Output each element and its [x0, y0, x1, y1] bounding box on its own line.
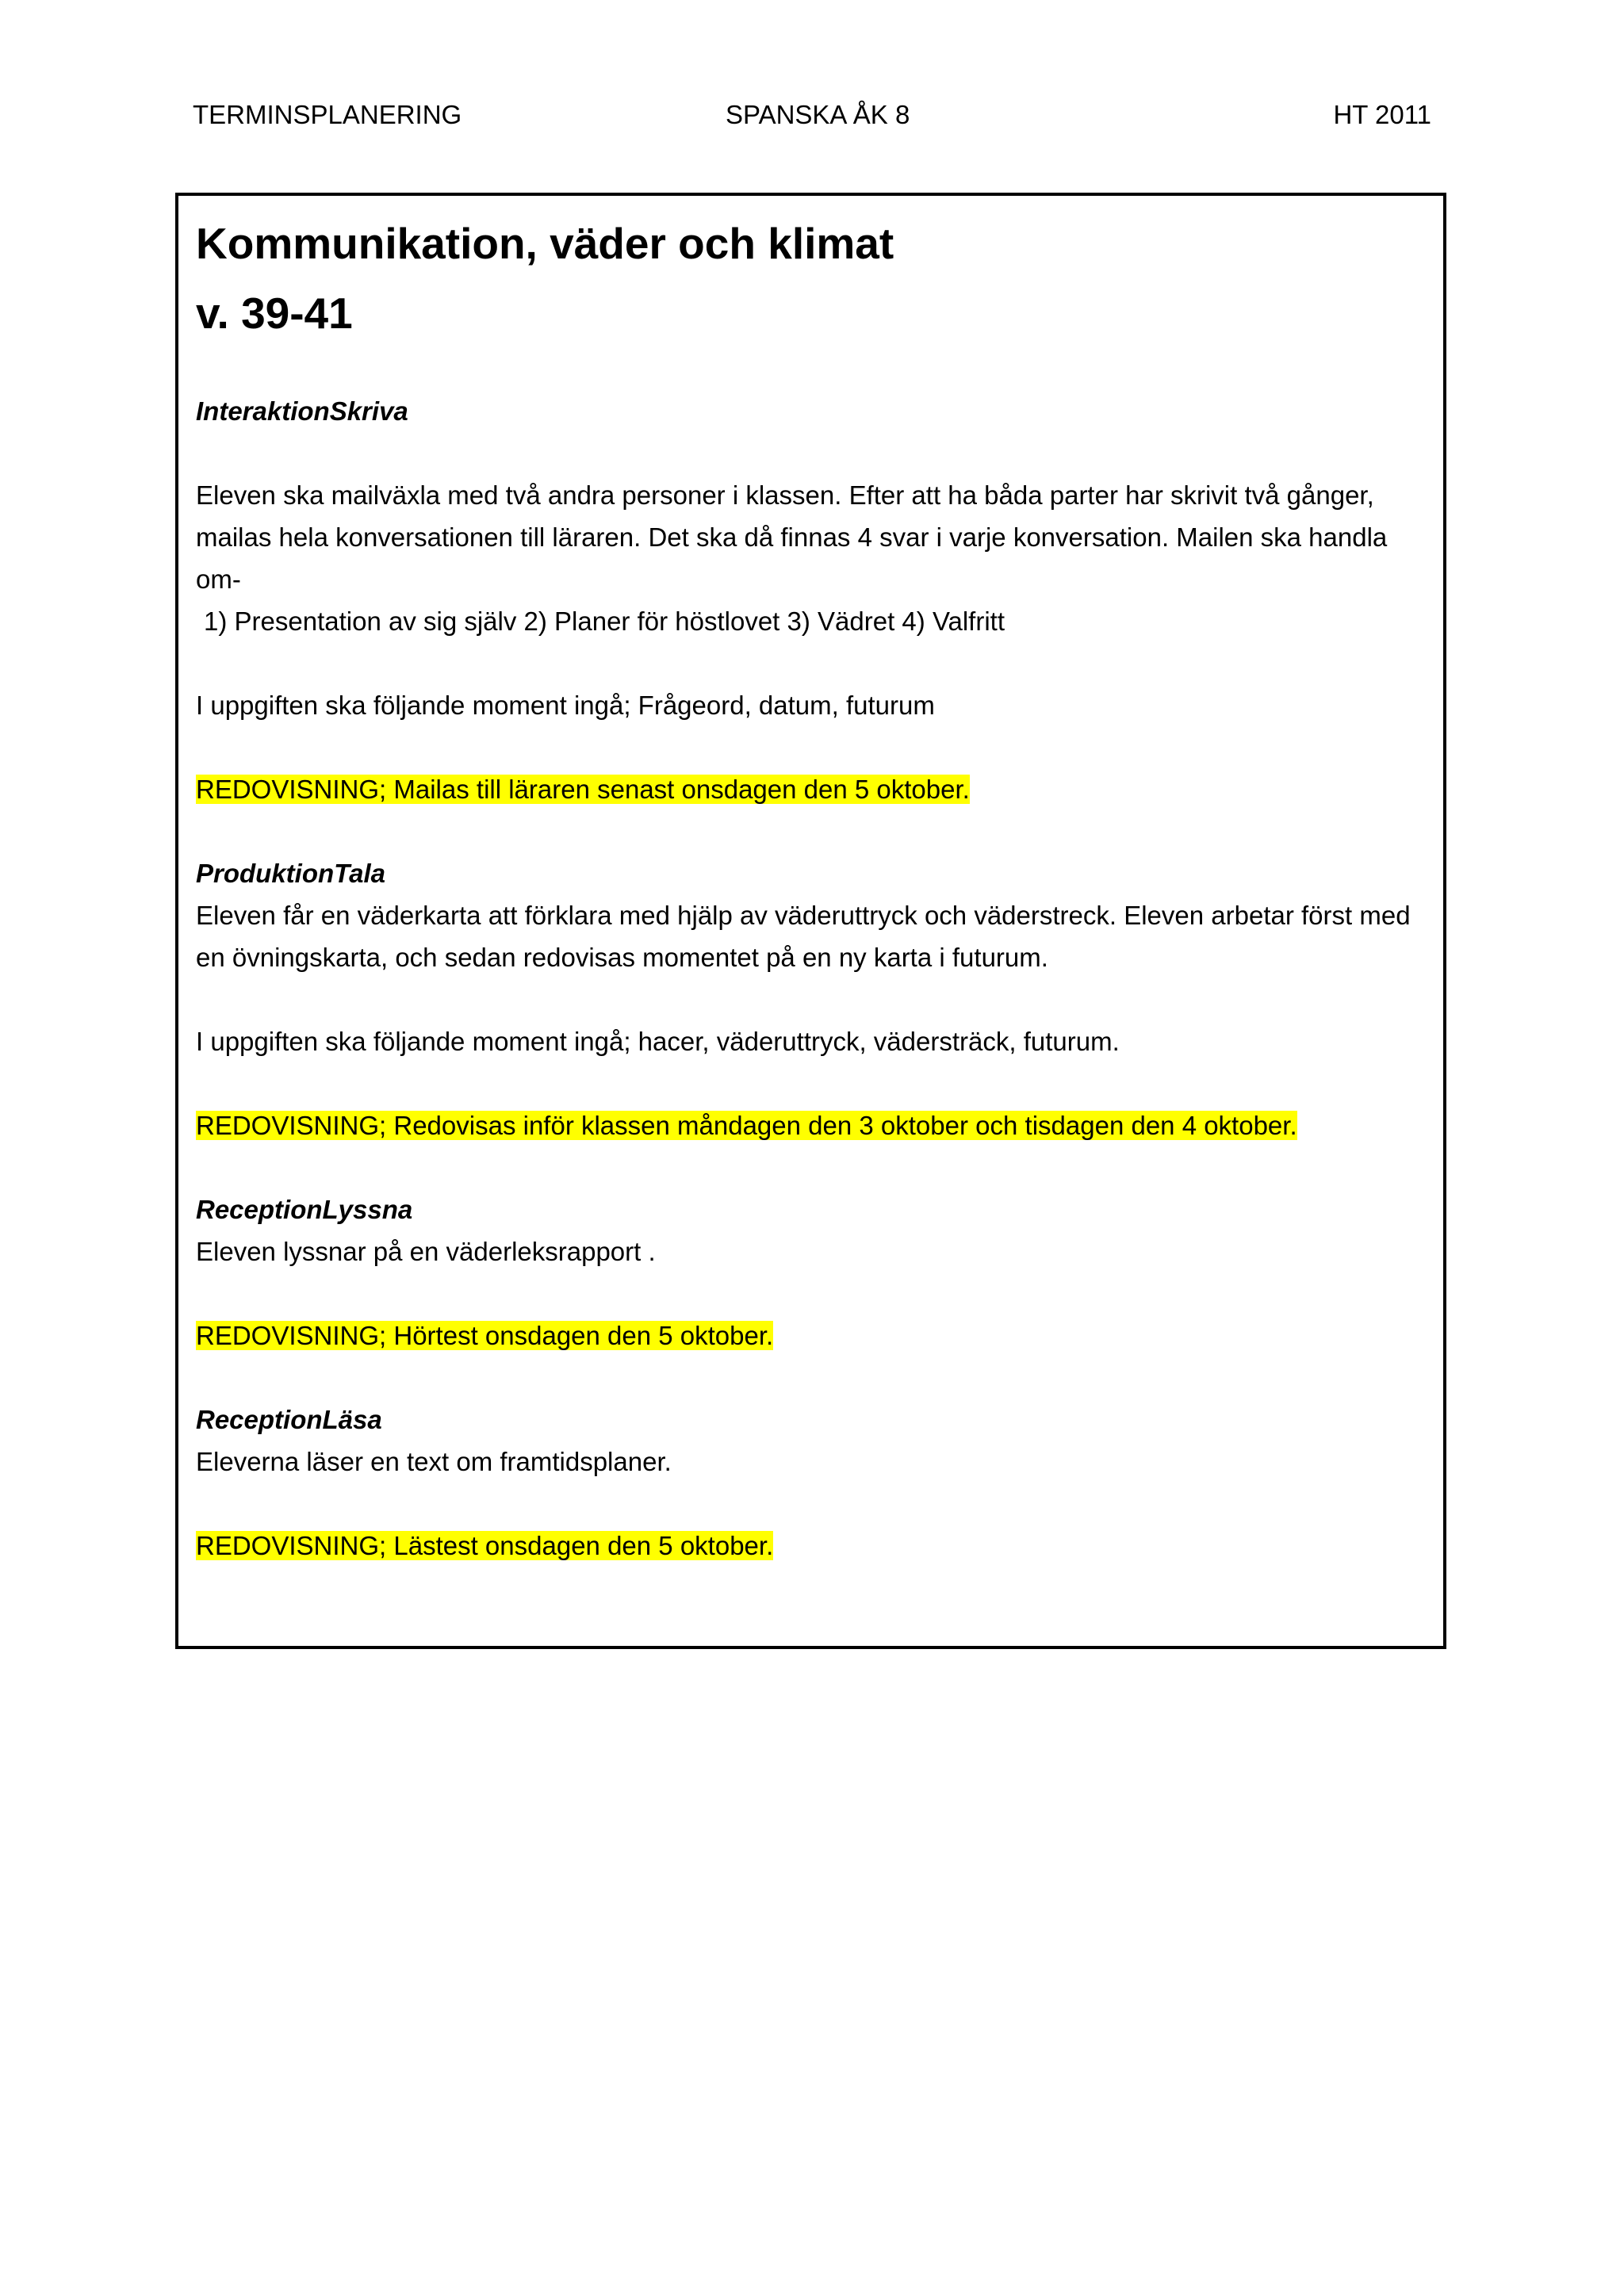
section-body: Eleverna läser en text om framtidsplaner. — [196, 1447, 672, 1476]
spacer — [196, 432, 1433, 474]
section-reception-lasa — [196, 1399, 1433, 1567]
redovisning-highlight: REDOVISNING; Mailas till läraren senast onsdagen den 5 oktober. — [196, 775, 970, 804]
spacer — [196, 726, 1433, 768]
title-line-2: v. 39-41 — [196, 289, 353, 338]
header-right-text: HT 2011 — [1333, 100, 1431, 129]
section-body: Eleven får en väderkarta att förklara med hjälp av väderuttryck och väderstreck. Eleven arbetar först med en övningskarta, och sedan redovisas momentet på en ny karta i futurum. — [196, 901, 1411, 972]
spacer — [196, 810, 1433, 852]
redovisning-highlight: REDOVISNING; Hörtest onsdagen den 5 oktober. — [196, 1321, 774, 1350]
section-heading: ReceptionLäsa — [196, 1405, 382, 1434]
section-body: Eleven lyssnar på en väderleksrapport . — [196, 1237, 656, 1266]
section-reception-lyssna — [196, 1188, 1433, 1357]
section-heading: ProduktionTala — [196, 859, 385, 888]
spacer — [196, 1357, 1433, 1399]
section-interaktion-skriva — [196, 390, 1433, 810]
page-header — [193, 95, 1431, 135]
title-line-1: Kommunikation, väder och klimat — [196, 219, 894, 268]
document-title — [196, 209, 1433, 348]
section-heading: InteraktionSkriva — [196, 396, 408, 426]
spacer — [196, 348, 1433, 390]
spacer — [196, 1483, 1433, 1525]
section-moment: I uppgiften ska följande moment ingå; Frågeord, datum, futurum — [196, 691, 935, 720]
content-body — [196, 196, 1433, 1567]
section-heading: ReceptionLyssna — [196, 1195, 413, 1224]
section-body: Eleven ska mailväxla med två andra personer i klassen. Efter att ha båda parter har skrivit två gånger, mailas hela konversationen till läraren. Det ska då finnas 4 svar i varje konversation. Mailen ska handla om- — [196, 480, 1388, 594]
redovisning-highlight: REDOVISNING; Lästest onsdagen den 5 oktober. — [196, 1531, 774, 1560]
content-frame — [175, 193, 1446, 1649]
header-center-text: SPANSKA ÅK 8 — [726, 100, 910, 129]
spacer — [196, 978, 1433, 1020]
spacer — [196, 1272, 1433, 1314]
spacer — [196, 1062, 1433, 1104]
section-produktion-tala — [196, 852, 1433, 1146]
spacer — [196, 1146, 1433, 1188]
header-left-text: TERMINSPLANERING — [193, 100, 462, 129]
spacer — [196, 642, 1433, 684]
redovisning-highlight: REDOVISNING; Redovisas inför klassen måndagen den 3 oktober och tisdagen den 4 oktober. — [196, 1111, 1297, 1140]
section-moment: I uppgiften ska följande moment ingå; hacer, väderuttryck, vädersträck, futurum. — [196, 1027, 1120, 1056]
topic-list: 1) Presentation av sig själv 2) Planer för höstlovet 3) Vädret 4) Valfritt — [204, 607, 1005, 636]
